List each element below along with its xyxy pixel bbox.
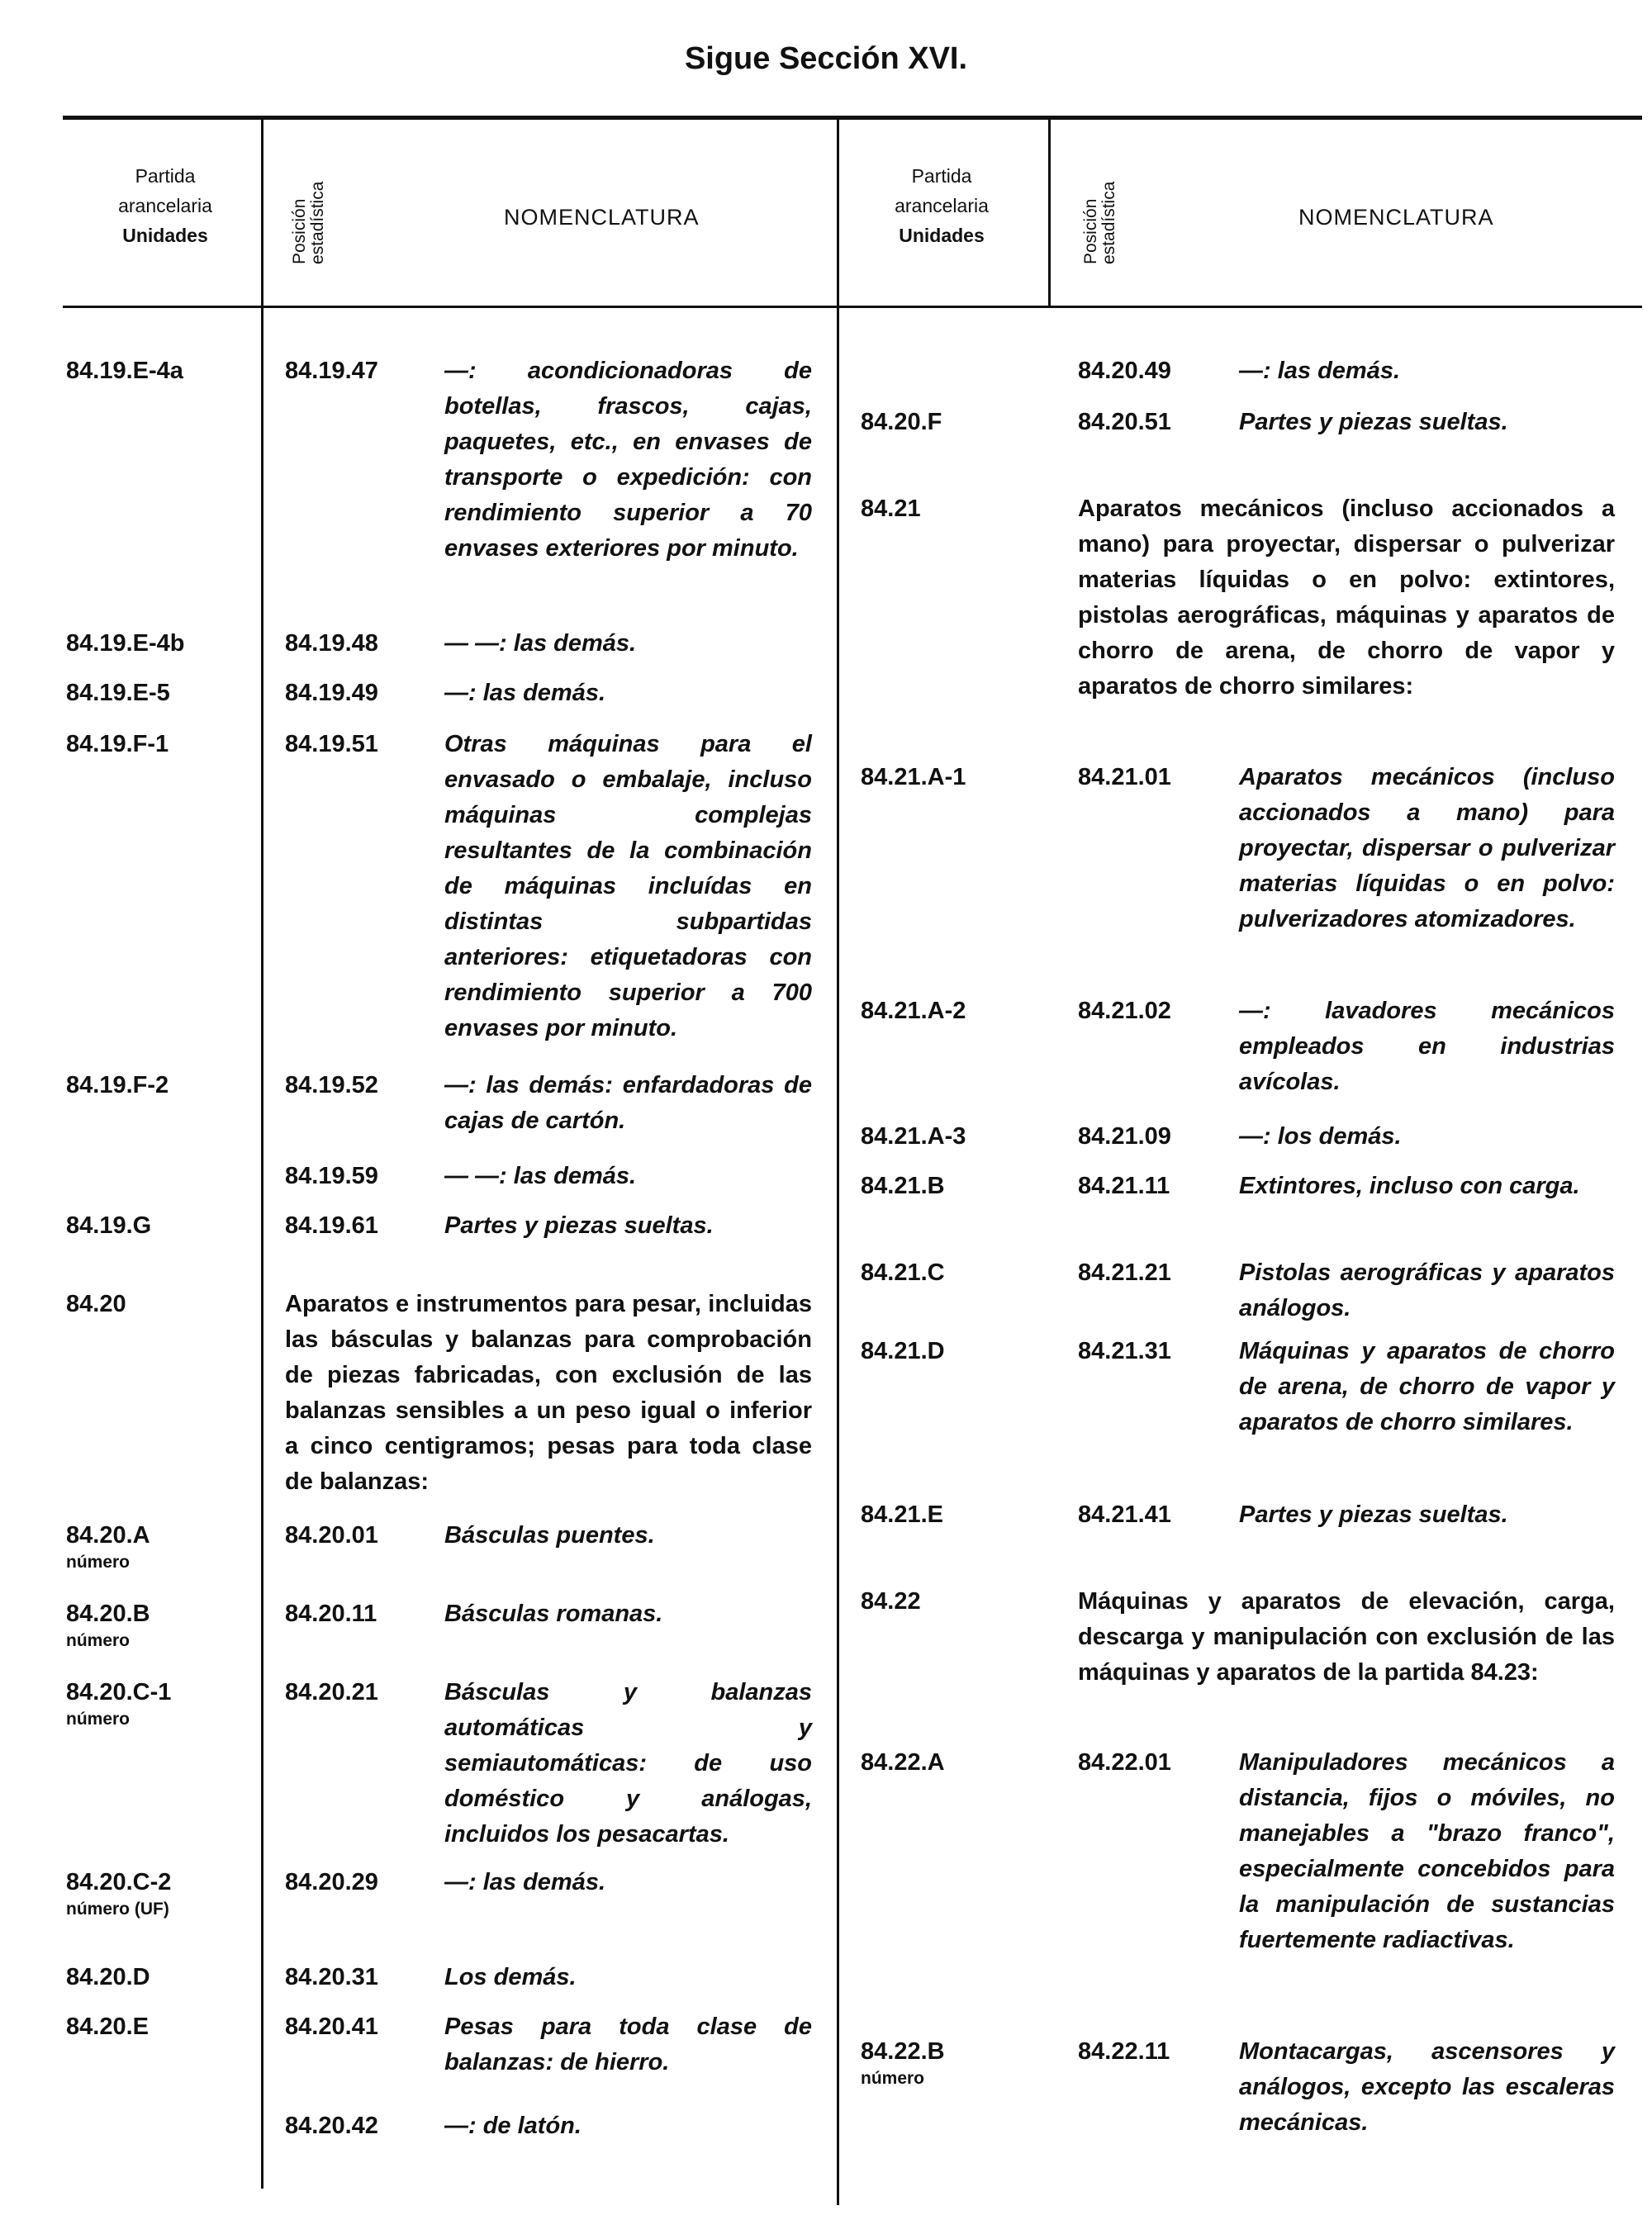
description: Básculas y balanzas automáticas y semiautomáticas: de uso doméstico y análogas, incluidos los pesacartas. bbox=[444, 1679, 812, 1848]
posicion-code: 84.20.41 bbox=[285, 2014, 378, 2040]
header-posicion-line: Posición bbox=[290, 198, 309, 264]
partida-code: 84.20.D bbox=[66, 1964, 150, 1990]
posicion-code: 84.21.31 bbox=[1078, 1338, 1171, 1364]
partida-code: 84.19.E-5 bbox=[66, 680, 170, 706]
description: Aparatos e instrumentos para pesar, incluidas las básculas y balanzas para comprobación de piezas fabricadas, con exclusión de las balanzas sensibles a un peso igual o inferior a cinco centigramos; pesas para toda clase de balanzas: bbox=[285, 1291, 812, 1495]
header-partida-line: Partida bbox=[135, 165, 196, 187]
description: Aparatos mecánicos (incluso accionados a mano) para proyectar, dispersar o pulverizar materias líquidas o en polvo: pulverizadores atomizadores. bbox=[1239, 764, 1615, 932]
partida-code bbox=[66, 1679, 171, 1729]
partida-code-text: 84.22.B bbox=[861, 2038, 945, 2065]
partida-code bbox=[66, 1601, 150, 1651]
posicion-code: 84.21.02 bbox=[1078, 998, 1171, 1024]
header-posicion bbox=[1082, 182, 1118, 264]
header-nomenclatura: NOMENCLATURA bbox=[504, 205, 700, 230]
partida-code: 84.21.E bbox=[861, 1501, 943, 1528]
unit-label: número bbox=[861, 2069, 925, 2088]
description: —: los demás. bbox=[1239, 1123, 1402, 1150]
header-posicion-line: estadística bbox=[1099, 181, 1118, 264]
partida-code: 84.21.B bbox=[861, 1173, 945, 1199]
partida-code: 84.19.G bbox=[66, 1212, 152, 1239]
posicion-code: 84.20.31 bbox=[285, 1964, 378, 1990]
posicion-code: 84.19.59 bbox=[285, 1163, 378, 1189]
column-divider bbox=[1048, 116, 1051, 308]
description: Los demás. bbox=[444, 1964, 577, 1990]
partida-code: 84.22 bbox=[861, 1588, 921, 1615]
description: —: de latón. bbox=[444, 2113, 582, 2139]
partida-code: 84.20.F bbox=[861, 409, 942, 435]
posicion-code: 84.22.01 bbox=[1078, 1749, 1171, 1776]
partida-code: 84.20 bbox=[66, 1291, 126, 1317]
partida-code: 84.21.D bbox=[861, 1338, 945, 1364]
description: Montacargas, ascensores y análogos, excepto las escaleras mecánicas. bbox=[1239, 2038, 1615, 2136]
posicion-code: 84.20.29 bbox=[285, 1869, 378, 1895]
description: —: lavadores mecánicos empleados en industrias avícolas. bbox=[1239, 998, 1615, 1095]
posicion-code: 84.19.51 bbox=[285, 731, 378, 757]
description: Partes y piezas sueltas. bbox=[444, 1212, 714, 1239]
posicion-code: 84.20.01 bbox=[285, 1522, 378, 1549]
partida-code bbox=[66, 1869, 171, 1919]
partida-code: 84.21.A-1 bbox=[861, 764, 966, 790]
header-partida-line: Partida bbox=[911, 165, 972, 187]
partida-code: 84.21.C bbox=[861, 1259, 945, 1286]
partida-code: 84.21 bbox=[861, 496, 921, 522]
partida-code-text: 84.20.B bbox=[66, 1601, 150, 1627]
unit-label: número bbox=[66, 1710, 131, 1729]
header-partida bbox=[74, 161, 256, 250]
posicion-code: 84.20.11 bbox=[285, 1601, 377, 1627]
partida-code: 84.22.A bbox=[861, 1749, 945, 1776]
description: Pesas para toda clase de balanzas: de hierro. bbox=[444, 2014, 812, 2075]
posicion-code: 84.19.48 bbox=[285, 630, 378, 657]
posicion-code: 84.20.49 bbox=[1078, 358, 1171, 384]
header-bottom-rule bbox=[63, 306, 1642, 308]
header-unidades: Unidades bbox=[899, 225, 985, 246]
posicion-code: 84.19.47 bbox=[285, 358, 378, 384]
partida-code: 84.21.A-3 bbox=[861, 1123, 966, 1150]
posicion-code: 84.21.11 bbox=[1078, 1173, 1170, 1199]
unit-label: número (UF) bbox=[66, 1900, 169, 1919]
posicion-code: 84.22.11 bbox=[1078, 2038, 1170, 2065]
description: Otras máquinas para el envasado o embalaje, incluso máquinas complejas resultantes de la combinación de máquinas incluídas en distintas subpartidas anteriores: etiquetadoras con rendimiento superior a 700 envases por minuto. bbox=[444, 731, 812, 1041]
partida-code-text: 84.20.A bbox=[66, 1522, 150, 1549]
description: Aparatos mecánicos (incluso accionados a mano) para proyectar, dispersar o pulverizar materias líquidas o en polvo: extintores, pistolas aerográficas, máquinas y aparatos de chorro de arena, de chorro de vapor y aparatos de chorro similares: bbox=[1078, 496, 1615, 700]
header-partida-line: arancelaria bbox=[895, 195, 989, 216]
posicion-code: 84.21.41 bbox=[1078, 1501, 1171, 1528]
table-top-rule bbox=[63, 116, 1642, 120]
posicion-code: 84.21.21 bbox=[1078, 1259, 1171, 1286]
posicion-code: 84.21.01 bbox=[1078, 764, 1171, 790]
posicion-code: 84.20.51 bbox=[1078, 409, 1171, 435]
description: Partes y piezas sueltas. bbox=[1239, 1501, 1508, 1528]
header-nomenclatura: NOMENCLATURA bbox=[1298, 205, 1494, 230]
posicion-code: 84.19.61 bbox=[285, 1212, 378, 1239]
description: Extintores, incluso con carga. bbox=[1239, 1173, 1580, 1199]
description: Básculas romanas. bbox=[444, 1601, 663, 1627]
posicion-code: 84.19.52 bbox=[285, 1072, 378, 1098]
page-title: Sigue Sección XVI. bbox=[684, 41, 968, 76]
header-partida bbox=[843, 161, 1041, 250]
partida-code: 84.19.E-4b bbox=[66, 630, 185, 657]
description: Máquinas y aparatos de elevación, carga, descarga y manipulación con exclusión de las máquinas y aparatos de la partida 84.23: bbox=[1078, 1588, 1615, 1686]
description: —: las demás. bbox=[444, 1869, 606, 1895]
posicion-code: 84.20.21 bbox=[285, 1679, 378, 1705]
description: —: las demás. bbox=[444, 680, 606, 706]
partida-code-text: 84.20.C-1 bbox=[66, 1679, 172, 1705]
unit-label: número bbox=[66, 1553, 131, 1572]
description: —: acondicionadoras de botellas, frascos, cajas, paquetes, etc., en envases de transporte o expedición: con rendimiento superior a 70 envases exteriores por minuto. bbox=[444, 358, 812, 562]
partida-code: 84.19.F-2 bbox=[66, 1072, 169, 1098]
description: —: las demás: enfardadoras de cajas de cartón. bbox=[444, 1072, 812, 1134]
description: Partes y piezas sueltas. bbox=[1239, 409, 1508, 435]
partida-code: 84.19.E-4a bbox=[66, 358, 183, 384]
partida-code: 84.20.E bbox=[66, 2014, 149, 2040]
center-divider bbox=[837, 116, 839, 2205]
description: —: las demás. bbox=[1239, 358, 1401, 384]
description: Manipuladores mecánicos a distancia, fijos o móviles, no manejables a "brazo franco", especialmente concebidos para la manipulación de sustancias fuertemente radiactivas. bbox=[1239, 1749, 1615, 1953]
unit-label: número bbox=[66, 1631, 131, 1650]
description: Máquinas y aparatos de chorro de arena, de chorro de vapor y aparatos de chorro similares. bbox=[1239, 1338, 1615, 1435]
description: Pistolas aerográficas y aparatos análogos. bbox=[1239, 1259, 1615, 1321]
header-posicion-line: estadística bbox=[308, 181, 327, 264]
header-posicion-line: Posición bbox=[1081, 198, 1100, 264]
partida-code-text: 84.20.C-2 bbox=[66, 1869, 172, 1895]
description: — —: las demás. bbox=[444, 1163, 637, 1189]
partida-code bbox=[861, 2038, 945, 2089]
header-partida-line: arancelaria bbox=[118, 195, 212, 216]
description: — —: las demás. bbox=[444, 630, 637, 657]
partida-code bbox=[66, 1522, 150, 1572]
partida-code: 84.21.A-2 bbox=[861, 998, 966, 1024]
header-unidades: Unidades bbox=[122, 225, 208, 246]
column-divider bbox=[261, 116, 263, 2189]
posicion-code: 84.21.09 bbox=[1078, 1123, 1171, 1150]
posicion-code: 84.19.49 bbox=[285, 680, 378, 706]
header-posicion bbox=[291, 182, 327, 264]
posicion-code: 84.20.42 bbox=[285, 2113, 378, 2139]
description: Básculas puentes. bbox=[444, 1522, 655, 1549]
partida-code: 84.19.F-1 bbox=[66, 731, 169, 757]
